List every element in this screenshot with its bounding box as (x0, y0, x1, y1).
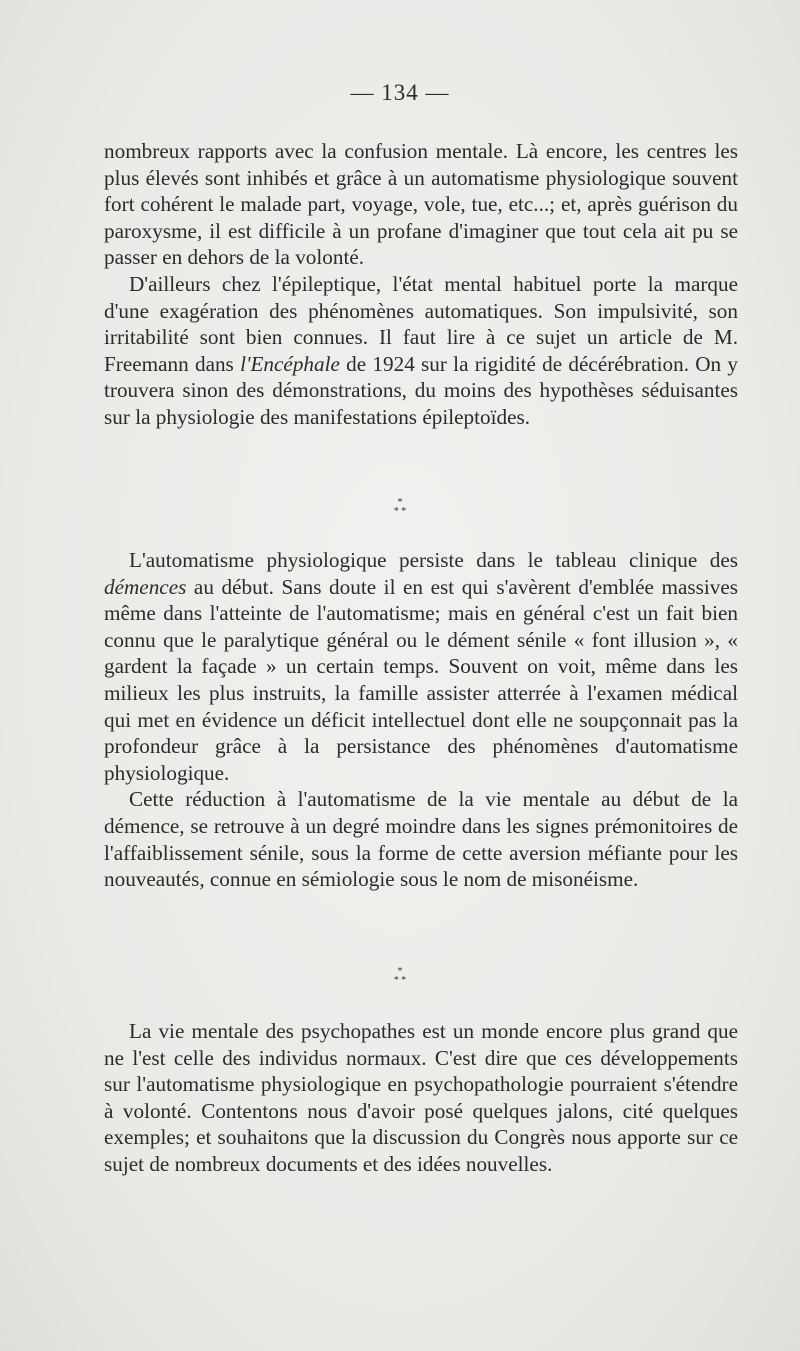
page-number: — 134 — (350, 80, 450, 105)
emphasis-term: démences (104, 574, 187, 599)
text-block-3 (104, 1018, 738, 1178)
paragraph-text: au début. Sans doute il en est qui s'avèrent d'emblée massives même dans l'atteinte de l'automatisme; mais en général c'est un fait bien connu que le paralytique général ou le dément sénile « font illusion », « gardent la façade » un certain temps. Souvent on voit, même dans les milieux les plus instruits, la famille assister atterrée à l'examen médical qui met en évidence un déficit intellectuel dont elle ne soupçonnait pas la profondeur grâce à la persistance des phénomènes d'automatisme physiologique. (104, 574, 738, 785)
paragraph-text: de 1924 sur la rigidité de décérébration. On y trouvera sinon des démonstrations, du moins des hypothèses séduisantes sur la physiologie des manifestations épileptoïdes. (104, 351, 738, 429)
asterism-divider (0, 498, 800, 516)
paragraph-epilepsy (104, 271, 738, 431)
journal-title: l'Encéphale (240, 351, 340, 376)
paragraph-text: L'automatisme physiologique persiste dans le tableau clinique des (129, 548, 738, 572)
text-block-2 (104, 547, 738, 893)
paragraph-misoneism: Cette réduction à l'automatisme de la vie mentale au début de la démence, se retrouve à un degré moindre dans les signes prémonitoires de l'affaiblissement sénile, sous la forme de cette aversion méfiante pour les nouveautés, connue en sémiologie sous le nom de misonéisme. (104, 787, 738, 892)
asterism-bottom: * * (393, 506, 407, 517)
asterism-top: * (397, 497, 403, 508)
asterism-divider (0, 967, 800, 985)
paragraph-text: D'ailleurs chez l'épileptique, l'état mental habituel porte la marque d'une exagération des phénomènes automatiques. Son impulsivité, son irritabilité sont bien connues. Il faut lire à ce sujet un article de M. Freemann dans (104, 271, 738, 376)
paragraph-continuation: nombreux rapports avec la confusion mentale. Là encore, les centres les plus élevés sont inhibés et grâce à un automatisme physiologique souvent fort cohérent le malade part, voyage, vole, tue, etc...; et, après guérison du paroxysme, il est difficile à un profane d'imaginer que tout cela ait pu se passer en dehors de la volonté. (104, 139, 738, 270)
paragraph-conclusion: La vie mentale des psychopathes est un monde encore plus grand que ne l'est celle des individus normaux. C'est dire que ces développements sur l'automatisme physiologique en psychopathologie pourraient s'étendre à volonté. Contentons nous d'avoir posé quelques jalons, cité quelques exemples; et souhaitons que la discussion du Congrès nous apporte sur ce sujet de nombreux documents et des idées nouvelles. (104, 1019, 738, 1176)
asterism-bottom: * * (393, 975, 407, 986)
asterism-top: * (397, 966, 403, 977)
paragraph-dementia (104, 547, 738, 786)
text-block-1 (104, 138, 738, 431)
